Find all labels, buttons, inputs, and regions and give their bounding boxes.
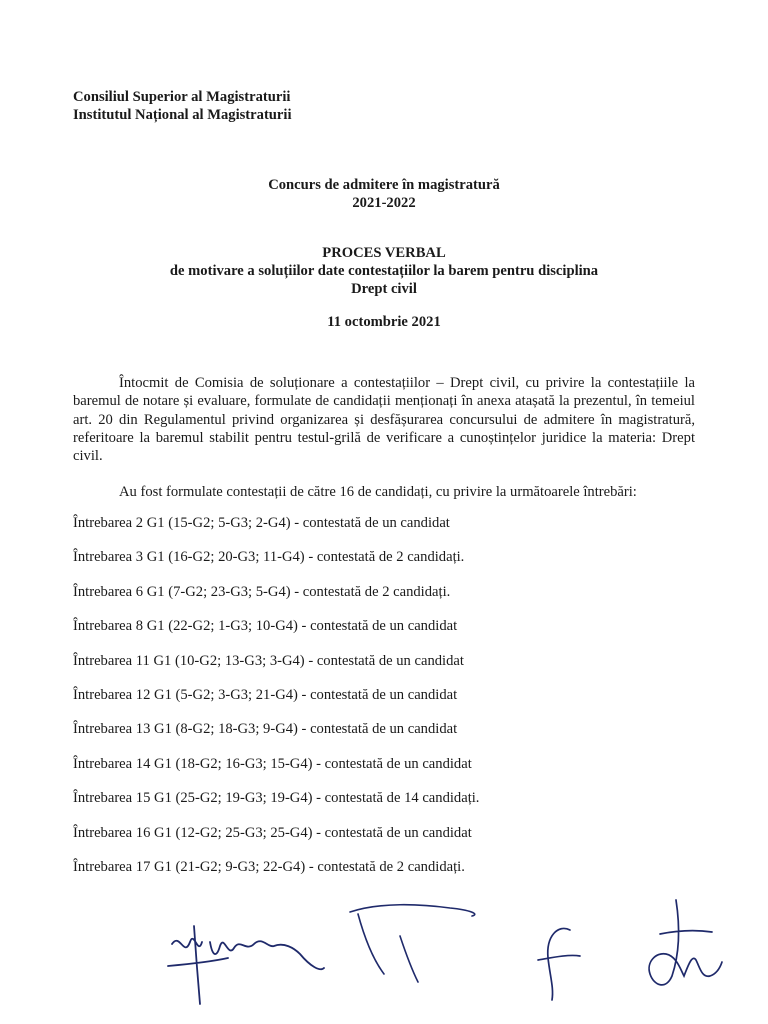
document-date-text: 11 octombrie 2021 <box>327 314 441 330</box>
question-item: Întrebarea 12 G1 (5-G2; 3-G3; 21-G4) - contestată de un candidat <box>73 686 458 703</box>
document-subtitle: de motivare a soluțiilor date contestațiilor la barem pentru disciplina <box>169 263 599 279</box>
signatures-svg <box>150 896 730 1016</box>
signature-3 <box>538 928 580 1000</box>
signature-4 <box>649 900 722 985</box>
signatures-area <box>150 896 730 1016</box>
document-title: PROCES VERBAL <box>322 245 446 261</box>
question-item: Întrebarea 13 G1 (8-G2; 18-G3; 9-G4) - contestată de un candidat <box>73 721 458 738</box>
question-item: Întrebarea 8 G1 (22-G2; 1-G3; 10-G4) - contestată de un candidat <box>73 618 458 635</box>
document-heading <box>0 244 768 298</box>
contested-questions-list <box>73 514 479 892</box>
question-item: Întrebarea 14 G1 (18-G2; 16-G3; 15-G4) - contestată de un candidat <box>73 755 472 772</box>
intro-paragraph: Întocmit de Comisia de soluționare a contestațiilor – Drept civil, cu privire la contestațiile la baremul de notare și evaluare, formulate de candidații menționați în anexa atașată la prezentul, în temeiul art. 20 din Regulamentul privind organizarea și desfășurarea concursului de admitere în magistratură, referitoare la baremul stabilit pentru testul-grilă de verificare a cunoștințelor juridice la materia: Drept civil. <box>73 375 695 465</box>
signature-2 <box>350 905 475 982</box>
question-item: Întrebarea 16 G1 (12-G2; 25-G3; 25-G4) - contestată de un candidat <box>73 824 472 841</box>
contest-heading <box>0 176 768 212</box>
question-item: Întrebarea 15 G1 (25-G2; 19-G3; 19-G4) - contestată de 14 candidați. <box>73 790 480 807</box>
question-item: Întrebarea 3 G1 (16-G2; 20-G3; 11-G4) - contestată de 2 candidați. <box>73 549 465 566</box>
signature-1 <box>168 926 324 1004</box>
question-item: Întrebarea 11 G1 (10-G2; 13-G3; 3-G4) - contestată de un candidat <box>73 652 464 669</box>
summary-paragraph: Au fost formulate contestații de către 16 de candidați, cu privire la următoarele întrebări: <box>119 484 637 500</box>
institution-name-csm: Consiliul Superior al Magistraturii <box>73 89 291 105</box>
question-item: Întrebarea 2 G1 (15-G2; 5-G3; 2-G4) - contestată de un candidat <box>73 515 450 531</box>
question-item: Întrebarea 17 G1 (21-G2; 9-G3; 22-G4) - contestată de 2 candidați. <box>73 858 465 875</box>
document-discipline: Drept civil <box>351 281 417 297</box>
question-item: Întrebarea 6 G1 (7-G2; 23-G3; 5-G4) - contestată de 2 candidați. <box>73 583 451 600</box>
document-date <box>0 313 768 331</box>
contest-title: Concurs de admitere în magistratură <box>268 177 500 193</box>
institution-name-inm: Institutul Național al Magistraturii <box>73 107 292 123</box>
institution-header <box>73 88 292 124</box>
contest-years: 2021-2022 <box>352 195 416 211</box>
